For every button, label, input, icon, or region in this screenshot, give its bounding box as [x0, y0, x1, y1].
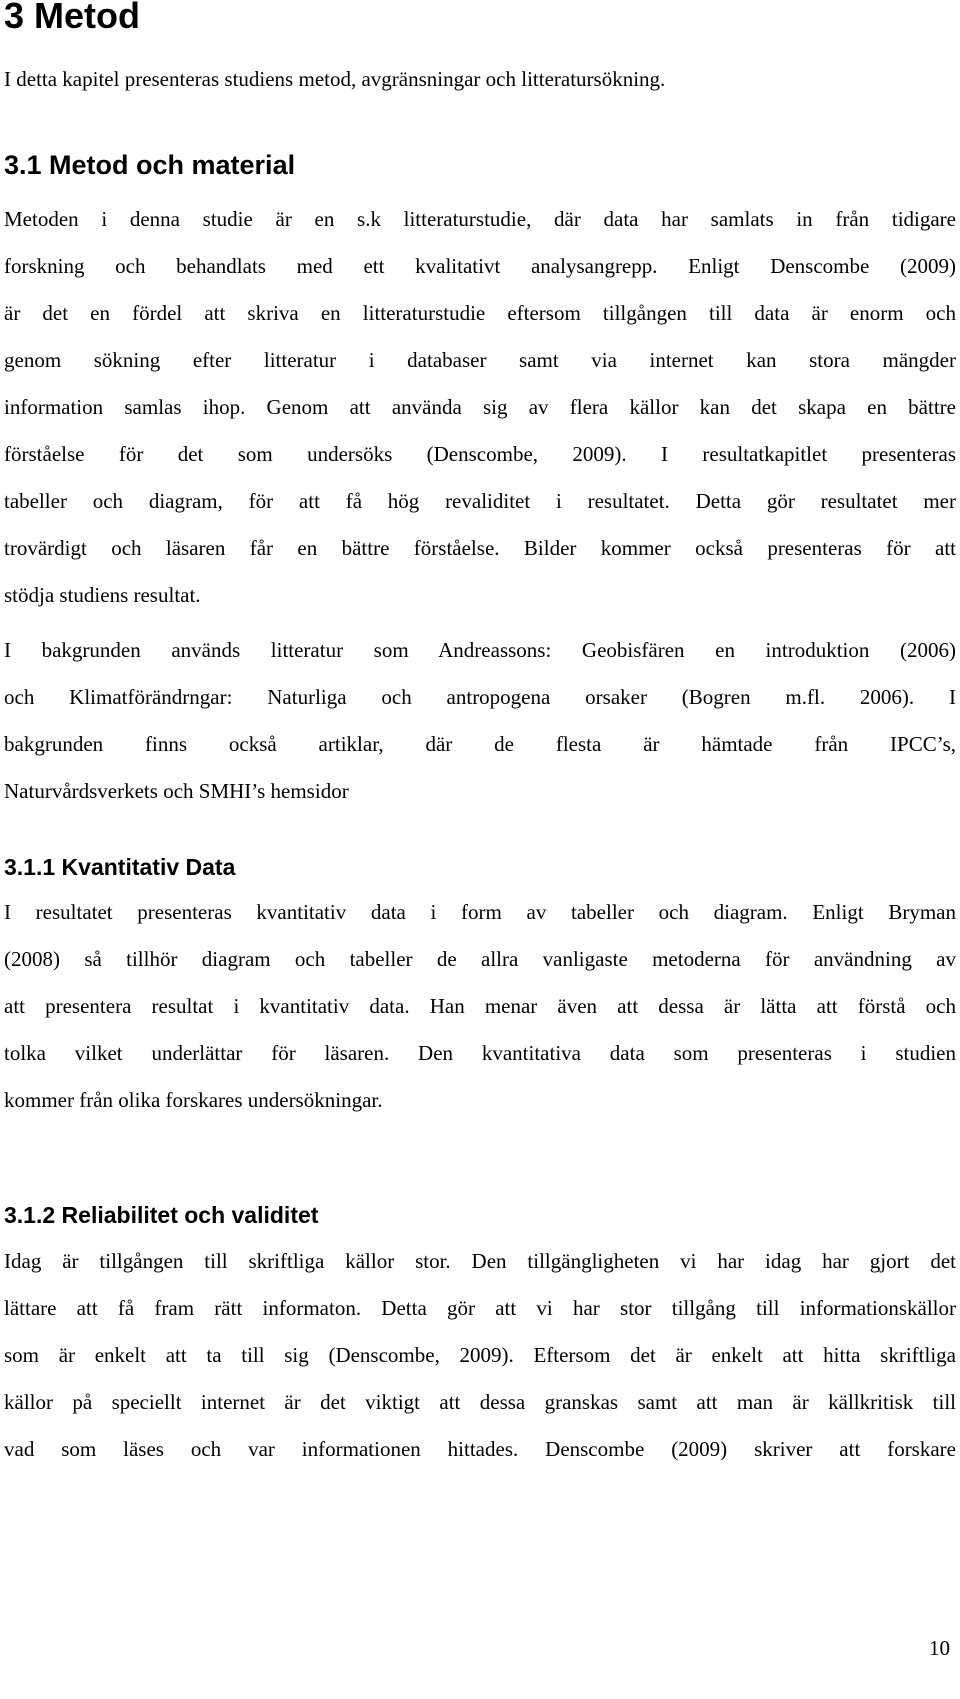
- section-heading-3-1-2: 3.1.2 Reliabilitet och validitet: [4, 1202, 319, 1228]
- paragraph-reliability: [4, 1238, 956, 1473]
- chapter-intro: [4, 56, 956, 103]
- text-line: som är enkelt att ta till sig (Denscombe, 2009). Eftersom det är enkelt att hitta skriftliga: [4, 1343, 956, 1367]
- text-line: (2008) så tillhör diagram och tabeller de allra vanligaste metoderna för användning av: [4, 947, 956, 971]
- text-line: forskning och behandlats med ett kvalitativt analysangrepp. Enligt Denscombe (2009): [4, 254, 956, 278]
- paragraph-quantitative: [4, 889, 956, 1124]
- text-line: att presentera resultat i kvantitativ data. Han menar även att dessa är lätta att förstå och: [4, 994, 956, 1018]
- text-line: Naturvårdsverkets och SMHI’s hemsidor: [4, 779, 349, 803]
- paragraph-background: [4, 627, 956, 815]
- text-line: kommer från olika forskares undersökningar.: [4, 1088, 383, 1112]
- chapter-heading: 3 Metod: [4, 0, 141, 36]
- text-line: lättare att få fram rätt informaton. Detta gör att vi har stor tillgång till informationskällor: [4, 1296, 956, 1320]
- text-line: trovärdigt och läsaren får en bättre förståelse. Bilder kommer också presenteras för att: [4, 536, 956, 560]
- text-line: vad som läses och var informationen hittades. Denscombe (2009) skriver att forskare: [4, 1437, 956, 1461]
- text-line: bakgrunden finns också artiklar, där de flesta är hämtade från IPCC’s,: [4, 732, 956, 756]
- text-line: Idag är tillgången till skriftliga källor stor. Den tillgängligheten vi har idag har gjort det: [4, 1249, 956, 1273]
- text-line: förståelse för det som undersöks (Denscombe, 2009). I resultatkapitlet presenteras: [4, 442, 956, 466]
- page-number: 10: [929, 1636, 950, 1660]
- text-line: och Klimatförändrngar: Naturliga och antropogena orsaker (Bogren m.fl. 2006). I: [4, 685, 956, 709]
- text-line: stödja studiens resultat.: [4, 583, 201, 607]
- text-line: är det en fördel att skriva en litteraturstudie eftersom tillgången till data är enorm och: [4, 301, 956, 325]
- text-line: tabeller och diagram, för att få hög revaliditet i resultatet. Detta gör resultatet mer: [4, 489, 956, 513]
- section-heading-3-1-1: 3.1.1 Kvantitativ Data: [4, 854, 236, 880]
- paragraph-method: [4, 196, 956, 619]
- text-line: I detta kapitel presenteras studiens metod, avgränsningar och litteratursökning.: [4, 67, 666, 91]
- section-heading-3-1: 3.1 Metod och material: [4, 150, 296, 180]
- text-line: information samlas ihop. Genom att använda sig av flera källor kan det skapa en bättre: [4, 395, 956, 419]
- text-line: Metoden i denna studie är en s.k litteraturstudie, där data har samlats in från tidigare: [4, 207, 956, 231]
- text-line: I resultatet presenteras kvantitativ data i form av tabeller och diagram. Enligt Bryman: [4, 900, 956, 924]
- text-line: källor på speciellt internet är det viktigt att dessa granskas samt att man är källkritisk till: [4, 1390, 956, 1414]
- text-line: I bakgrunden används litteratur som Andreassons: Geobisfären en introduktion (2006): [4, 638, 956, 662]
- text-line: tolka vilket underlättar för läsaren. Den kvantitativa data som presenteras i studien: [4, 1041, 956, 1065]
- text-line: genom sökning efter litteratur i databaser samt via internet kan stora mängder: [4, 348, 956, 372]
